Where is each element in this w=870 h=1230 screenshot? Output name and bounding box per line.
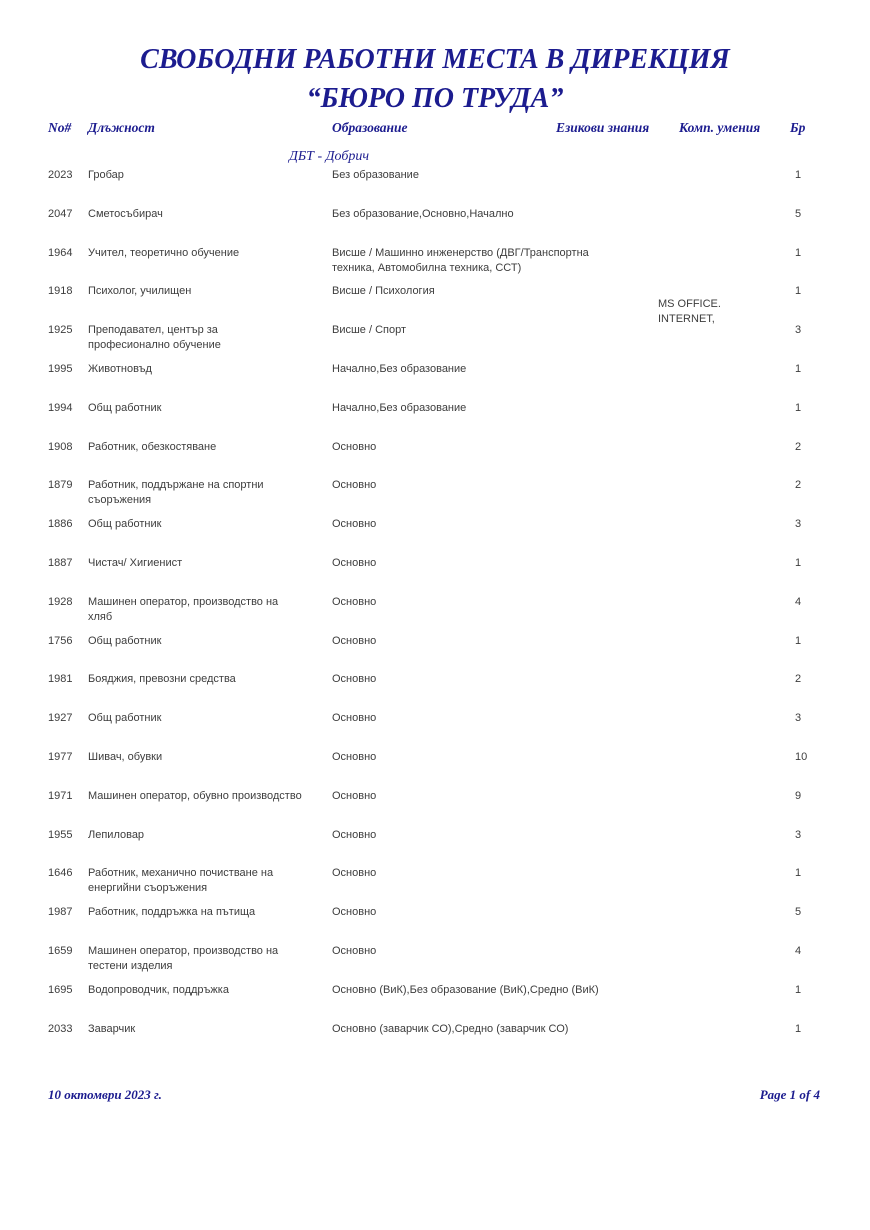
table-row	[0, 401, 870, 440]
row-education: Основно	[332, 440, 377, 453]
footer-page-number: Page 1 of 4	[759, 1087, 820, 1102]
row-position: Сметосъбирач	[88, 207, 163, 220]
table-row	[0, 556, 870, 595]
row-position: Учител, теоретично обучение	[88, 246, 240, 259]
row-education: Основно	[332, 556, 377, 569]
row-number: 1646	[48, 867, 73, 880]
row-count: 10	[795, 750, 808, 763]
row-education: Основно	[332, 789, 377, 802]
row-number: 1879	[48, 479, 73, 492]
table-row	[0, 323, 870, 362]
row-education: Основно (ВиК),Без образование (ВиК),Средно (ВиК)	[332, 983, 599, 996]
row-education: Основно	[332, 479, 377, 492]
row-number: 1995	[48, 362, 73, 375]
row-count: 3	[795, 324, 802, 337]
row-count: 2	[795, 479, 802, 492]
row-education: Основно	[332, 595, 377, 608]
row-count: 4	[795, 595, 802, 608]
row-education: Основно	[332, 906, 377, 919]
row-position: Машинен оператор, производство на хляб	[88, 595, 279, 623]
page-title-line2: “БЮРО ПО ТРУДА”	[306, 83, 564, 114]
row-number: 1981	[48, 673, 73, 686]
row-number: 1887	[48, 556, 73, 569]
row-position: Работник, обезкостяване	[88, 440, 217, 453]
row-count: 1	[795, 556, 802, 569]
row-count: 9	[795, 789, 802, 802]
row-position: Машинен оператор, обувно производство	[88, 789, 302, 802]
table-row	[0, 828, 870, 867]
table-row	[0, 362, 870, 401]
row-number: 1908	[48, 440, 73, 453]
row-education: Основно (заварчик СО),Средно (заварчик СО)	[332, 1022, 569, 1035]
table-row	[0, 595, 870, 634]
table-row	[0, 789, 870, 828]
row-count: 1	[795, 1022, 802, 1035]
row-position: Общ работник	[88, 401, 162, 414]
page-title-line1: СВОБОДНИ РАБОТНИ МЕСТА В ДИРЕКЦИЯ	[140, 44, 730, 75]
row-position: Общ работник	[88, 634, 162, 647]
row-position: Работник, механично почистване на енергийни съоръжения	[88, 867, 274, 895]
column-header-number: No#	[48, 120, 72, 135]
row-position: Бояджия, превозни средства	[88, 673, 236, 686]
row-number: 1918	[48, 285, 73, 298]
row-education: Основно	[332, 518, 377, 531]
row-number: 1756	[48, 634, 73, 647]
column-header-position: Длъжност	[88, 120, 155, 135]
row-position: Водопроводчик, поддръжка	[88, 983, 229, 996]
table-row	[0, 478, 870, 517]
table-row	[0, 517, 870, 556]
row-education: Основно	[332, 634, 377, 647]
row-position: Общ работник	[88, 518, 162, 531]
row-position: Общ работник	[88, 712, 162, 725]
page-title	[0, 40, 870, 118]
row-count: 5	[795, 207, 802, 220]
row-position: Работник, поддръжка на пътища	[88, 906, 256, 919]
table-row	[0, 168, 870, 207]
row-education: Основно	[332, 944, 377, 957]
table-row	[0, 1022, 870, 1061]
section-header: ДБТ - Добрич	[289, 149, 370, 164]
row-position: Чистач/ Хигиенист	[88, 556, 183, 569]
row-education: Начално,Без образование	[332, 362, 467, 375]
table-row	[0, 750, 870, 789]
column-header-count: Бр	[790, 120, 806, 135]
footer-date: 10 октомври 2023 г.	[48, 1087, 162, 1102]
column-header-computer-skills: Комп. умения	[679, 120, 761, 135]
row-number: 1964	[48, 246, 73, 259]
row-number: 1886	[48, 518, 73, 531]
row-number: 1971	[48, 789, 73, 802]
page-footer	[48, 1087, 820, 1103]
table-row	[0, 711, 870, 750]
column-header-education: Образование	[332, 120, 408, 135]
table-row	[0, 246, 870, 285]
row-number: 1977	[48, 750, 73, 763]
table-row	[0, 207, 870, 246]
row-number: 1659	[48, 944, 73, 957]
row-count: 5	[795, 906, 802, 919]
table-row	[0, 983, 870, 1022]
row-count: 1	[795, 246, 802, 259]
table-row	[0, 440, 870, 479]
row-position: Заварчик	[88, 1022, 136, 1035]
table-row	[0, 284, 870, 326]
table-body	[0, 168, 870, 1060]
row-position: Шивач, обувки	[88, 750, 163, 763]
row-number: 2023	[48, 169, 73, 181]
row-count: 4	[795, 944, 802, 957]
row-computer-skills: MS OFFICE. INTERNET,	[658, 298, 721, 326]
row-count: 3	[795, 518, 802, 531]
table-row	[0, 905, 870, 944]
row-position: Лепиловар	[88, 828, 145, 841]
row-count: 1	[795, 634, 802, 647]
row-position: Машинен оператор, производство на тестени изделия	[88, 944, 279, 972]
row-education: Висше / Машинно инженерство (ДВГ/Транспортна техника, Автомобилна техника, ССТ)	[332, 246, 589, 274]
row-count: 1	[795, 867, 802, 880]
table-row	[0, 672, 870, 711]
row-education: Основно	[332, 673, 377, 686]
row-education: Без образование,Основно,Начално	[332, 207, 514, 220]
row-number: 1955	[48, 828, 73, 841]
row-number: 1987	[48, 906, 73, 919]
row-position: Работник, поддържане на спортни съоръжения	[88, 479, 264, 507]
row-education: Висше / Психология	[332, 285, 435, 298]
row-education: Основно	[332, 750, 377, 763]
row-education: Висше / Спорт	[332, 324, 407, 337]
row-number: 1994	[48, 401, 73, 414]
row-number: 1925	[48, 324, 73, 337]
row-position: Гробар	[88, 169, 124, 181]
table-column-headers	[0, 120, 870, 140]
table-row	[0, 866, 870, 905]
row-count: 1	[795, 983, 802, 996]
row-position: Животновъд	[88, 362, 152, 375]
table-row	[0, 634, 870, 673]
row-position: Психолог, училищен	[88, 285, 192, 298]
row-count: 1	[795, 285, 802, 298]
row-education: Начално,Без образование	[332, 401, 467, 414]
row-count: 1	[795, 169, 802, 181]
row-number: 2033	[48, 1022, 73, 1035]
row-education: Основно	[332, 828, 377, 841]
row-count: 2	[795, 673, 802, 686]
row-number: 1927	[48, 712, 73, 725]
row-education: Основно	[332, 712, 377, 725]
row-education: Основно	[332, 867, 377, 880]
row-count: 2	[795, 440, 802, 453]
row-count: 1	[795, 401, 802, 414]
table-row	[0, 944, 870, 983]
row-number: 2047	[48, 207, 73, 220]
column-header-languages: Езикови знания	[556, 120, 650, 135]
row-count: 1	[795, 362, 802, 375]
row-position: Преподавател, център за професионално обучение	[88, 324, 221, 352]
row-count: 3	[795, 828, 802, 841]
row-education: Без образование	[332, 169, 419, 181]
row-number: 1695	[48, 983, 73, 996]
row-number: 1928	[48, 595, 73, 608]
row-count: 3	[795, 712, 802, 725]
